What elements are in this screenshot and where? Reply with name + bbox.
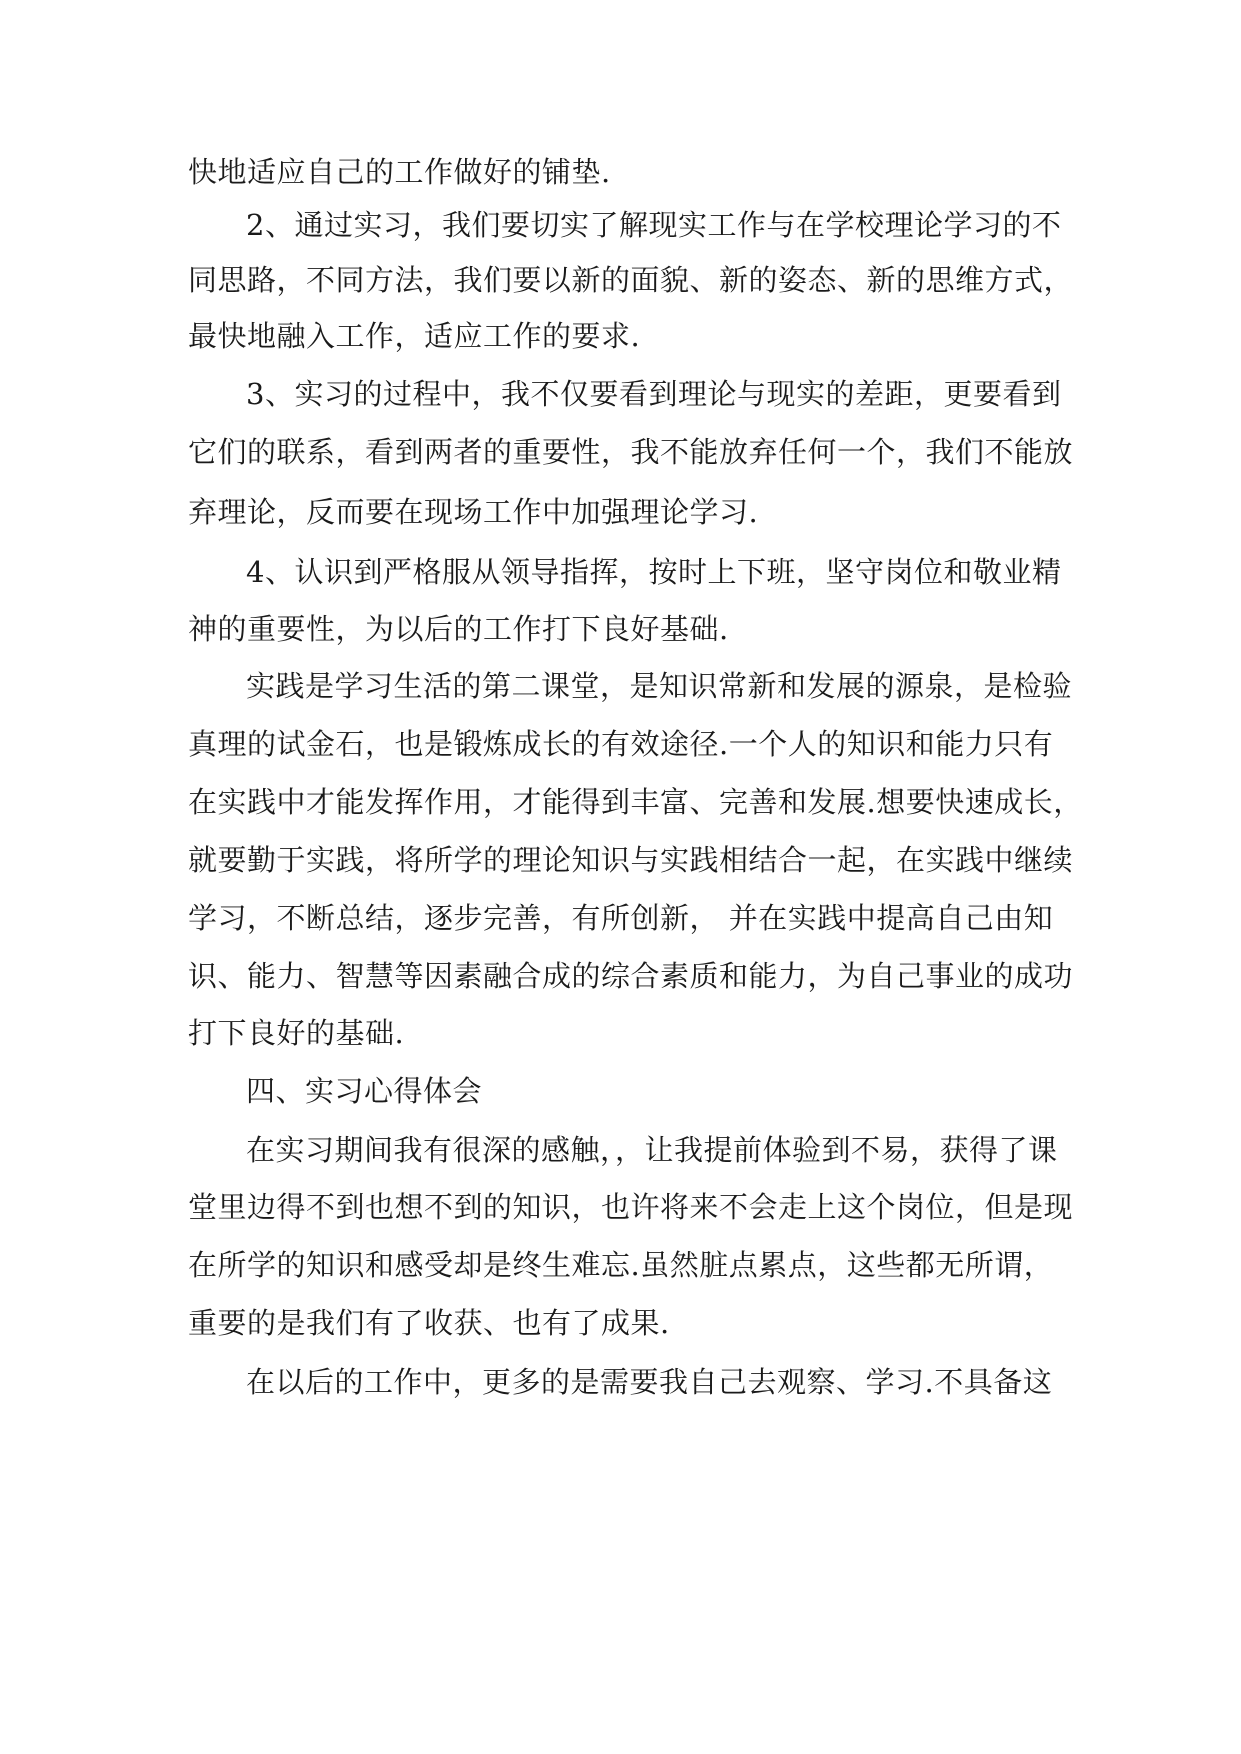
paragraph-line: 快地适应自己的工作做好的铺垫. bbox=[188, 155, 611, 189]
paragraph-line: 学习，不断总结，逐步完善，有所创新， 并在实践中提高自己由知 bbox=[188, 901, 1054, 935]
paragraph-line: 它们的联系，看到两者的重要性，我不能放弃任何一个，我们不能放 bbox=[188, 435, 1074, 469]
paragraph-line: 弃理论，反而要在现场工作中加强理论学习. bbox=[188, 495, 759, 529]
paragraph-line: 神的重要性，为以后的工作打下良好基础. bbox=[188, 612, 729, 646]
paragraph-line: 2、通过实习，我们要切实了解现实工作与在学校理论学习的不 bbox=[246, 208, 1062, 242]
paragraph-line: 堂里边得不到也想不到的知识，也许将来不会走上这个岗位，但是现 bbox=[188, 1190, 1074, 1224]
paragraph-line: 打下良好的基础. bbox=[188, 1016, 405, 1050]
paragraph-line: 3、实习的过程中，我不仅要看到理论与现实的差距，更要看到 bbox=[246, 377, 1062, 411]
paragraph-line: 在所学的知识和感受却是终生难忘.虽然脏点累点，这些都无所谓， bbox=[188, 1248, 1054, 1282]
paragraph-line: 最快地融入工作，适应工作的要求. bbox=[188, 319, 641, 353]
paragraph-line: 真理的试金石，也是锻炼成长的有效途径.一个人的知识和能力只有 bbox=[188, 727, 1054, 761]
paragraph-line: 在实践中才能发挥作用，才能得到丰富、完善和发展.想要快速成长， bbox=[188, 785, 1083, 819]
paragraph-line: 同思路，不同方法，我们要以新的面貌、新的姿态、新的思维方式， bbox=[188, 263, 1074, 297]
paragraph-line: 重要的是我们有了收获、也有了成果. bbox=[188, 1306, 670, 1340]
paragraph-line: 就要勤于实践，将所学的理论知识与实践相结合一起，在实践中继续 bbox=[188, 843, 1074, 877]
paragraph-line: 4、认识到严格服从领导指挥，按时上下班，坚守岗位和敬业精 bbox=[246, 555, 1062, 589]
paragraph-line: 识、能力、智慧等因素融合成的综合素质和能力，为自己事业的成功 bbox=[188, 959, 1074, 993]
paragraph-line: 在实习期间我有很深的感触，，让我提前体验到不易，获得了课 bbox=[246, 1133, 1058, 1167]
paragraph-line: 实践是学习生活的第二课堂，是知识常新和发展的源泉，是检验 bbox=[246, 669, 1073, 703]
section-heading: 四、实习心得体会 bbox=[246, 1074, 483, 1108]
paragraph-line: 在以后的工作中，更多的是需要我自己去观察、学习.不具备这 bbox=[246, 1365, 1053, 1399]
